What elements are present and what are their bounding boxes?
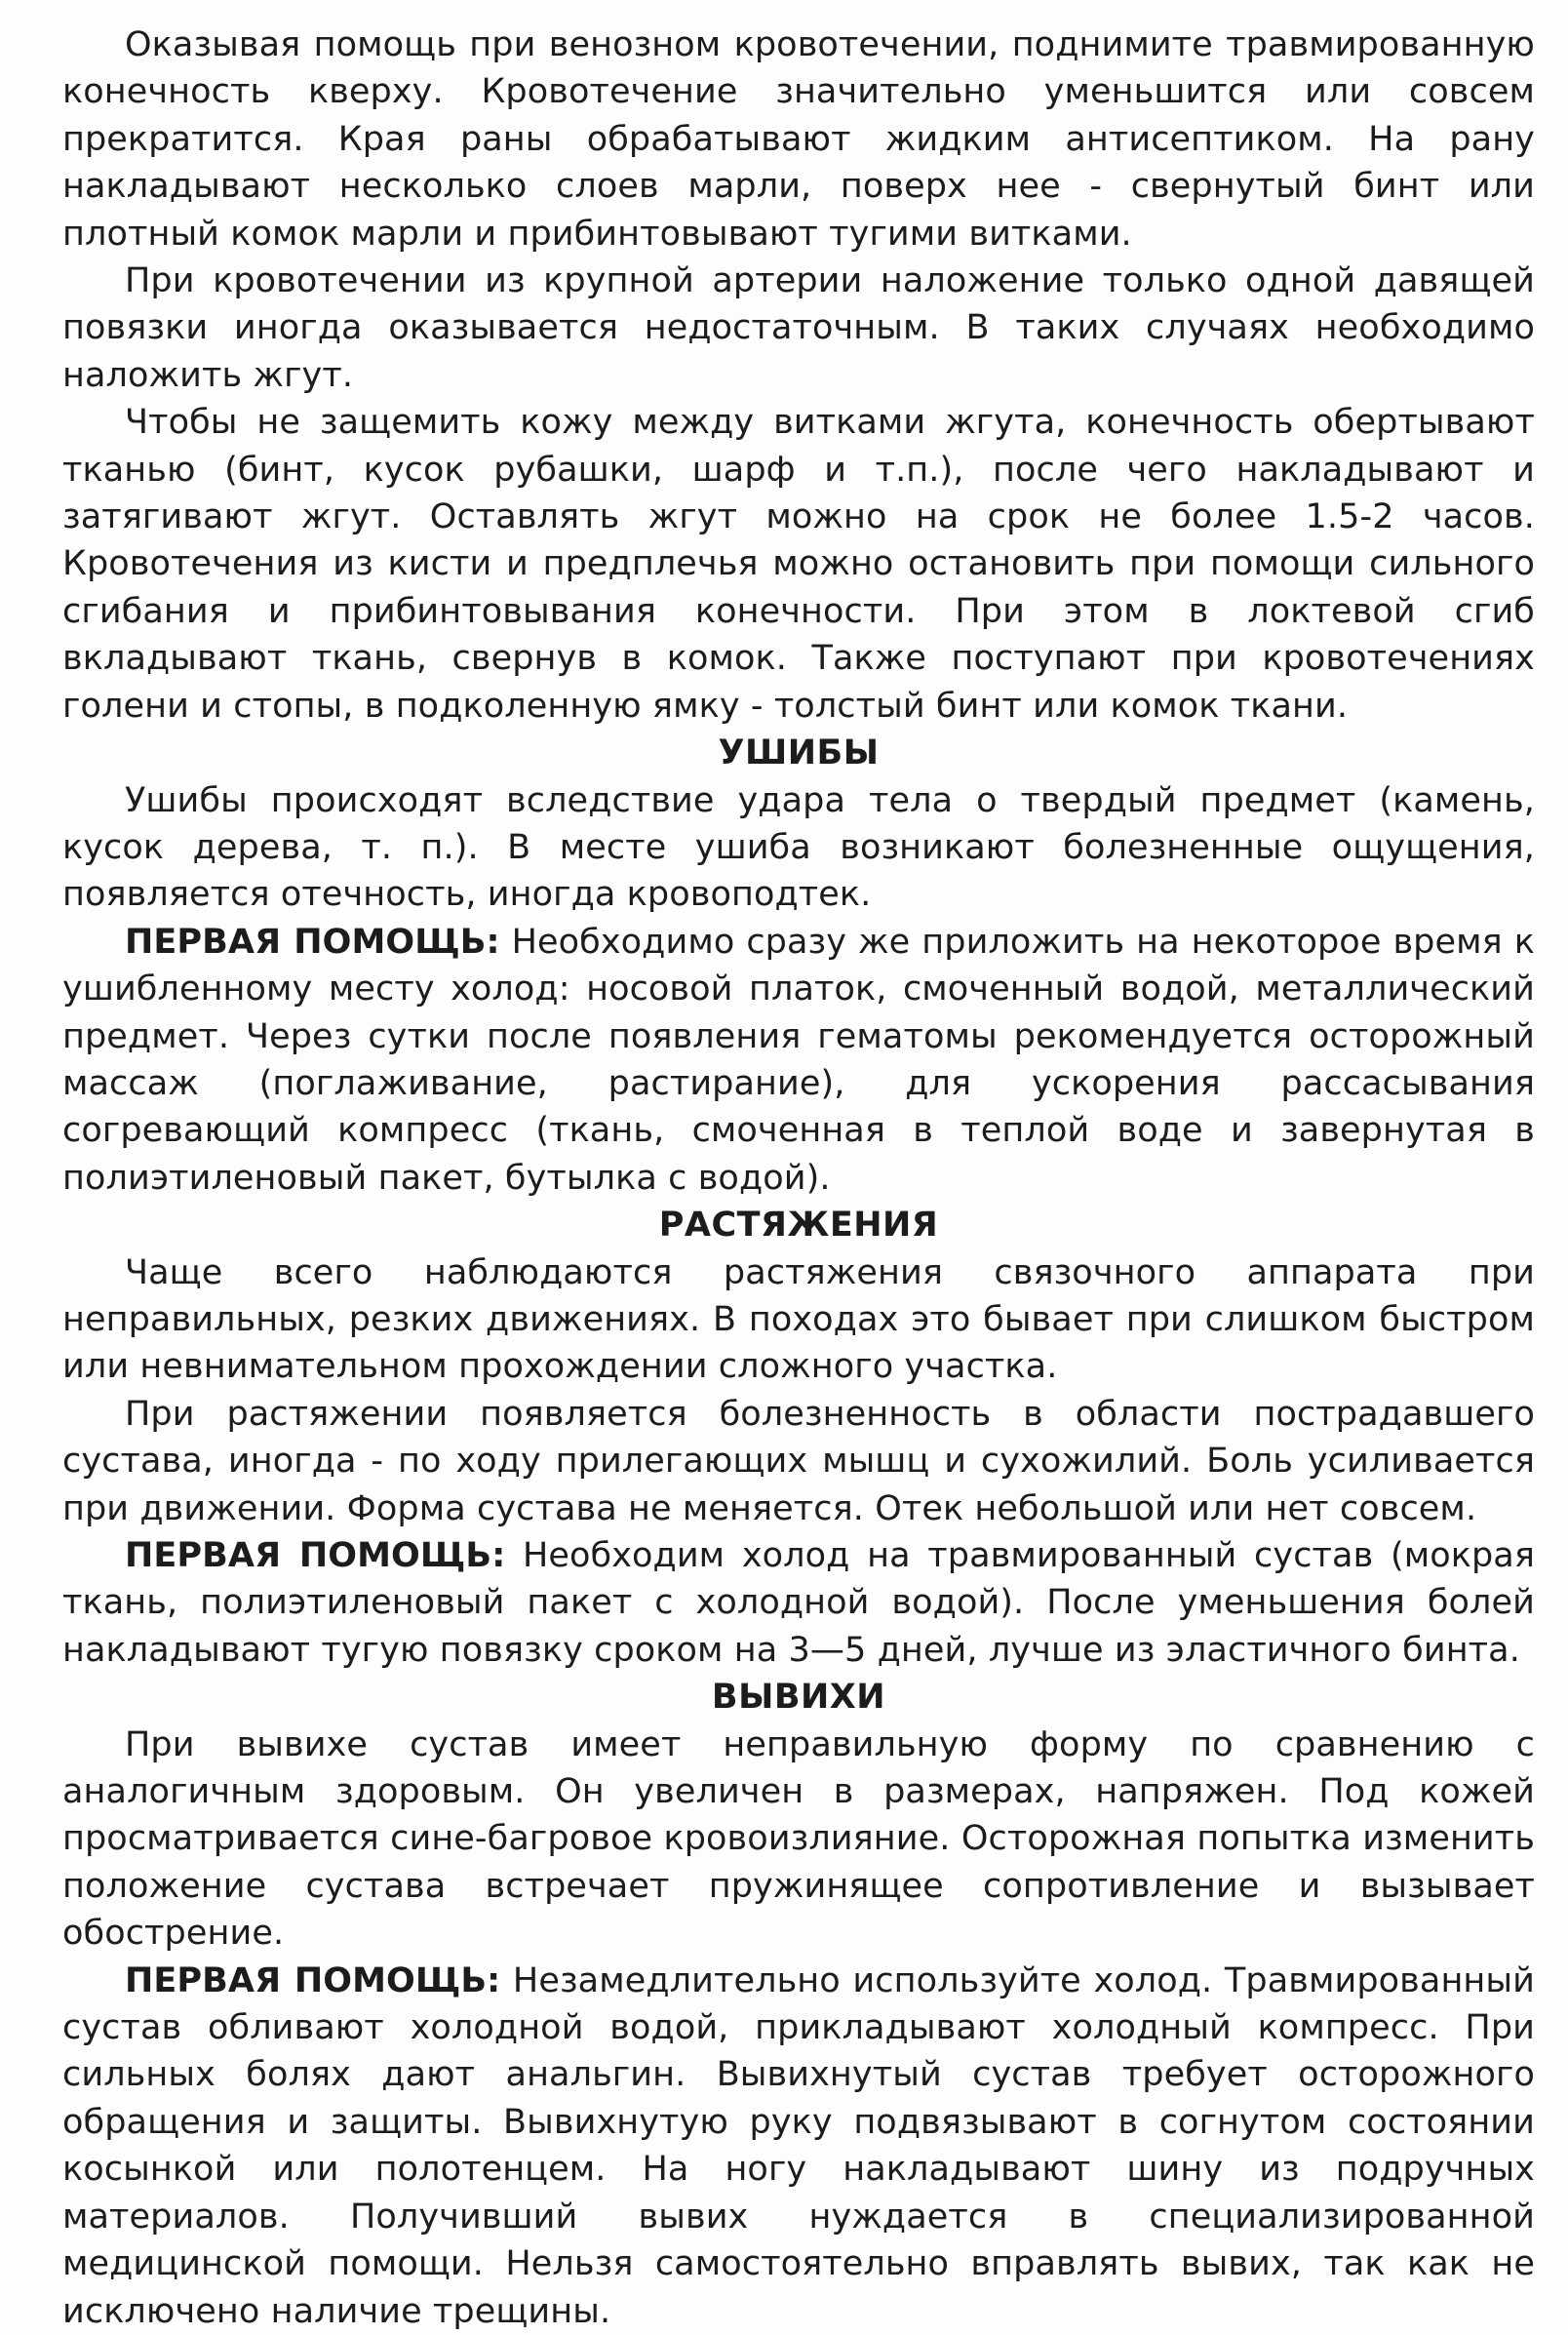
document-page bbox=[62, 21, 1535, 2335]
sprains-description: Чаще всего наблюдаются растяжения связочного аппарата при неправильных, резких движениях. В походах это бывает при слишком быстром или невнимательном прохождении сложного участка. bbox=[62, 1252, 1535, 1387]
first-aid-label: ПЕРВАЯ ПОМОЩЬ: bbox=[125, 1536, 506, 1575]
bruises-first-aid bbox=[62, 919, 1535, 1202]
bruises-description: Ушибы происходят вследствие удара тела о твердый предмет (камень, кусок дерева, т. п.). В месте ушиба возникают болезненные ощущения, появляется отечность, иногда кровоподтек. bbox=[62, 780, 1535, 915]
section-title-sprains: РАСТЯЖЕНИЯ bbox=[658, 1206, 939, 1246]
sprains-symptoms: При растяжении появляется болезненность в области пострадавшего сустава, иногда - по ходу прилегающих мышц и сухожилий. Боль усиливается при движении. Форма сустава не меняется. Отек небольшой или нет совсем. bbox=[62, 1394, 1535, 1528]
dislocations-first-aid bbox=[62, 1958, 1535, 2335]
first-aid-label: ПЕРВАЯ ПОМОЩЬ: bbox=[125, 922, 500, 962]
sprains-first-aid bbox=[62, 1532, 1535, 1674]
first-aid-text: Необходим холод на травмированный сустав (мокрая ткань, полиэтиленовый пакет с холодной водой). После уменьшения болей накладывают тугую повязку сроком на 3—5 дней, лучше из эластичного бинта. bbox=[62, 1536, 1535, 1670]
intro-paragraph-arterial: При кровотечении из крупной артерии наложение только одной давящей повязки иногда оказывается недостаточным. В таких случаях необходимо наложить жгут. bbox=[62, 261, 1535, 395]
first-aid-text: Необходимо сразу же приложить на некоторое время к ушибленному месту холод: носовой платок, смоченный водой, металлический предмет. Через сутки после появления гематомы рекомендуется осторожный массаж (поглаживание, растирание), для ускорения рассасывания согревающий компресс (ткань, смоченная в теплой воде и завернутая в полиэтиленовый пакет, бутылка с водой). bbox=[62, 922, 1535, 1198]
first-aid-text: Незамедлительно используйте холод. Травмированный сустав обливают холодной водой, прикладывают холодный компресс. При сильных болях дают анальгин. Вывихнутый сустав требует осторожного обращения и защиты. Вывихнутую руку подвязывают в согнутом состоянии косынкой или полотенцем. На ногу накладывают шину из подручных материалов. Получивший вывих нуждается в специализированной медицинской помощи. Нельзя самостоятельно вправлять вывих, так как не исключено наличие трещины. bbox=[62, 1960, 1535, 2331]
intro-paragraph-venous: Оказывая помощь при венозном кровотечении, поднимите травмированную конечность кверху. Кровотечение значительно уменьшится или совсем прекратится. Края раны обрабатывают жидким антисептиком. На рану накладывают несколько слоев марли, поверх нее - свернутый бинт или плотный комок марли и прибинтовывают тугими витками. bbox=[62, 25, 1535, 254]
section-title-bruises: УШИБЫ bbox=[718, 733, 880, 773]
dislocations-description: При вывихе сустав имеет неправильную форму по сравнению с аналогичным здоровым. Он увеличен в размерах, напряжен. Под кожей просматривается сине-багровое кровоизлияние. Осторожная попытка изменить положение сустава встречает пружинящее сопротивление и вызывает обострение. bbox=[62, 1724, 1535, 1954]
section-title-dislocations: ВЫВИХИ bbox=[711, 1678, 886, 1718]
intro-paragraph-tourniquet: Чтобы не защемить кожу между витками жгута, конечность обертывают тканью (бинт, кусок рубашки, шарф и т.п.), после чего накладывают и затягивают жгут. Оставлять жгут можно на срок не более 1.5-2 часов. Кровотечения из кисти и предплечья можно остановить при помощи сильного сгибания и прибинтовывания конечности. При этом в локтевой сгиб вкладывают ткань, свернув в комок. Также поступают при кровотечениях голени и стопы, в подколенную ямку - толстый бинт или комок ткани. bbox=[62, 403, 1535, 726]
first-aid-label: ПЕРВАЯ ПОМОЩЬ: bbox=[125, 1960, 501, 2000]
